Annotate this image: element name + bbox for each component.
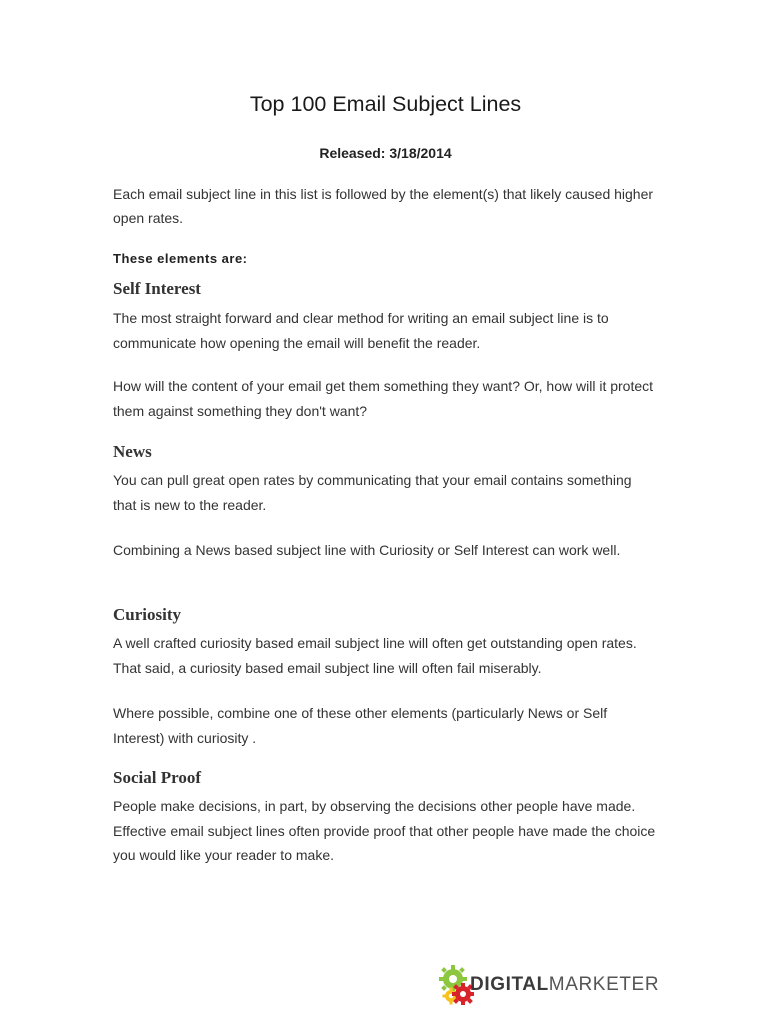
self-interest-paragraph-1: The most straight forward and clear method for writing an email subject line is to communicate how opening the email will benefit the reader. bbox=[113, 310, 609, 351]
news-paragraph-1: You can pull great open rates by communicating that your email contains something that is new to the reader. bbox=[113, 472, 632, 513]
news-paragraph-2: Combining a News based subject line with Curiosity or Self Interest can work well. bbox=[113, 542, 621, 558]
section-heading-news: News bbox=[113, 442, 152, 461]
section-heading-social-proof: Social Proof bbox=[113, 768, 201, 787]
social-proof-paragraph-1: People make decisions, in part, by observing the decisions other people have made. Effective email subject lines often provide proof that other people have made the choice you would like your reader to make. bbox=[113, 798, 656, 863]
curiosity-paragraph-2: Where possible, combine one of these other elements (particularly News or Self Interest) with curiosity . bbox=[113, 705, 608, 746]
section-heading-self-interest: Self Interest bbox=[113, 279, 201, 298]
logo-wordmark bbox=[470, 974, 659, 996]
intro-paragraph: Each email subject line in this list is followed by the element(s) that likely caused higher open rates. bbox=[113, 186, 654, 226]
release-date: Released: 3/18/2014 bbox=[319, 145, 452, 161]
digitalmarketer-logo bbox=[438, 962, 668, 1010]
curiosity-paragraph-1: A well crafted curiosity based email subject line will often get outstanding open rates. That said, a curiosity based email subject line will often fail miserably. bbox=[113, 635, 637, 676]
logo-text-digital: DIGITAL bbox=[470, 974, 549, 995]
logo-text-marketer: MARKETER bbox=[548, 974, 660, 995]
elements-label: These elements are: bbox=[113, 251, 248, 266]
document-title: Top 100 Email Subject Lines bbox=[249, 92, 522, 116]
self-interest-paragraph-2: How will the content of your email get them something they want? Or, how will it protect them against something they don't want? bbox=[113, 378, 654, 419]
section-heading-curiosity: Curiosity bbox=[113, 605, 181, 624]
